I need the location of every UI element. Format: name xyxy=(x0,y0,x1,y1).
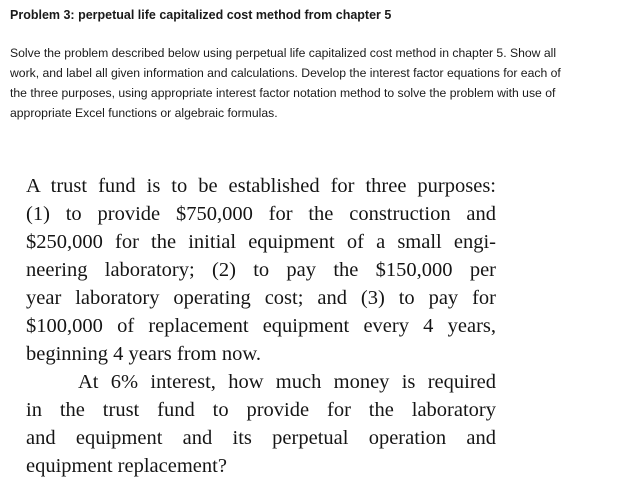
problem-line: At 6% interest, how much money is required xyxy=(78,371,496,393)
instructions-line: the three purposes, using appropriate interest factor notation method to solve the problem with use of xyxy=(10,86,556,100)
problem-line: year laboratory operating cost; and (3) to pay for xyxy=(26,287,496,309)
problem-line: A trust fund is to be established for three purposes: xyxy=(26,175,496,197)
problem-statement xyxy=(26,172,496,480)
problem-line: equipment replacement? xyxy=(26,455,227,477)
problem-line: in the trust fund to provide for the laboratory xyxy=(26,399,496,421)
problem-line: neering laboratory; (2) to pay the $150,000 per xyxy=(26,259,496,281)
instructions-line: work, and label all given information and calculations. Develop the interest factor equations for each of xyxy=(10,66,561,80)
problem-line: and equipment and its perpetual operation and xyxy=(26,427,496,449)
instructions-paragraph xyxy=(10,43,640,123)
instructions-line: Solve the problem described below using perpetual life capitalized cost method in chapter 5. Show all xyxy=(10,46,557,60)
problem-line: $250,000 for the initial equipment of a small engi- xyxy=(26,231,496,253)
page-title: Problem 3: perpetual life capitalized cost method from chapter 5 xyxy=(10,8,392,22)
problem-line: (1) to provide $750,000 for the construction and xyxy=(26,203,496,225)
problem-line: $100,000 of replacement equipment every 4 years, xyxy=(26,315,496,337)
instructions-line: appropriate Excel functions or algebraic formulas. xyxy=(10,106,278,120)
problem-line: beginning 4 years from now. xyxy=(26,343,261,365)
